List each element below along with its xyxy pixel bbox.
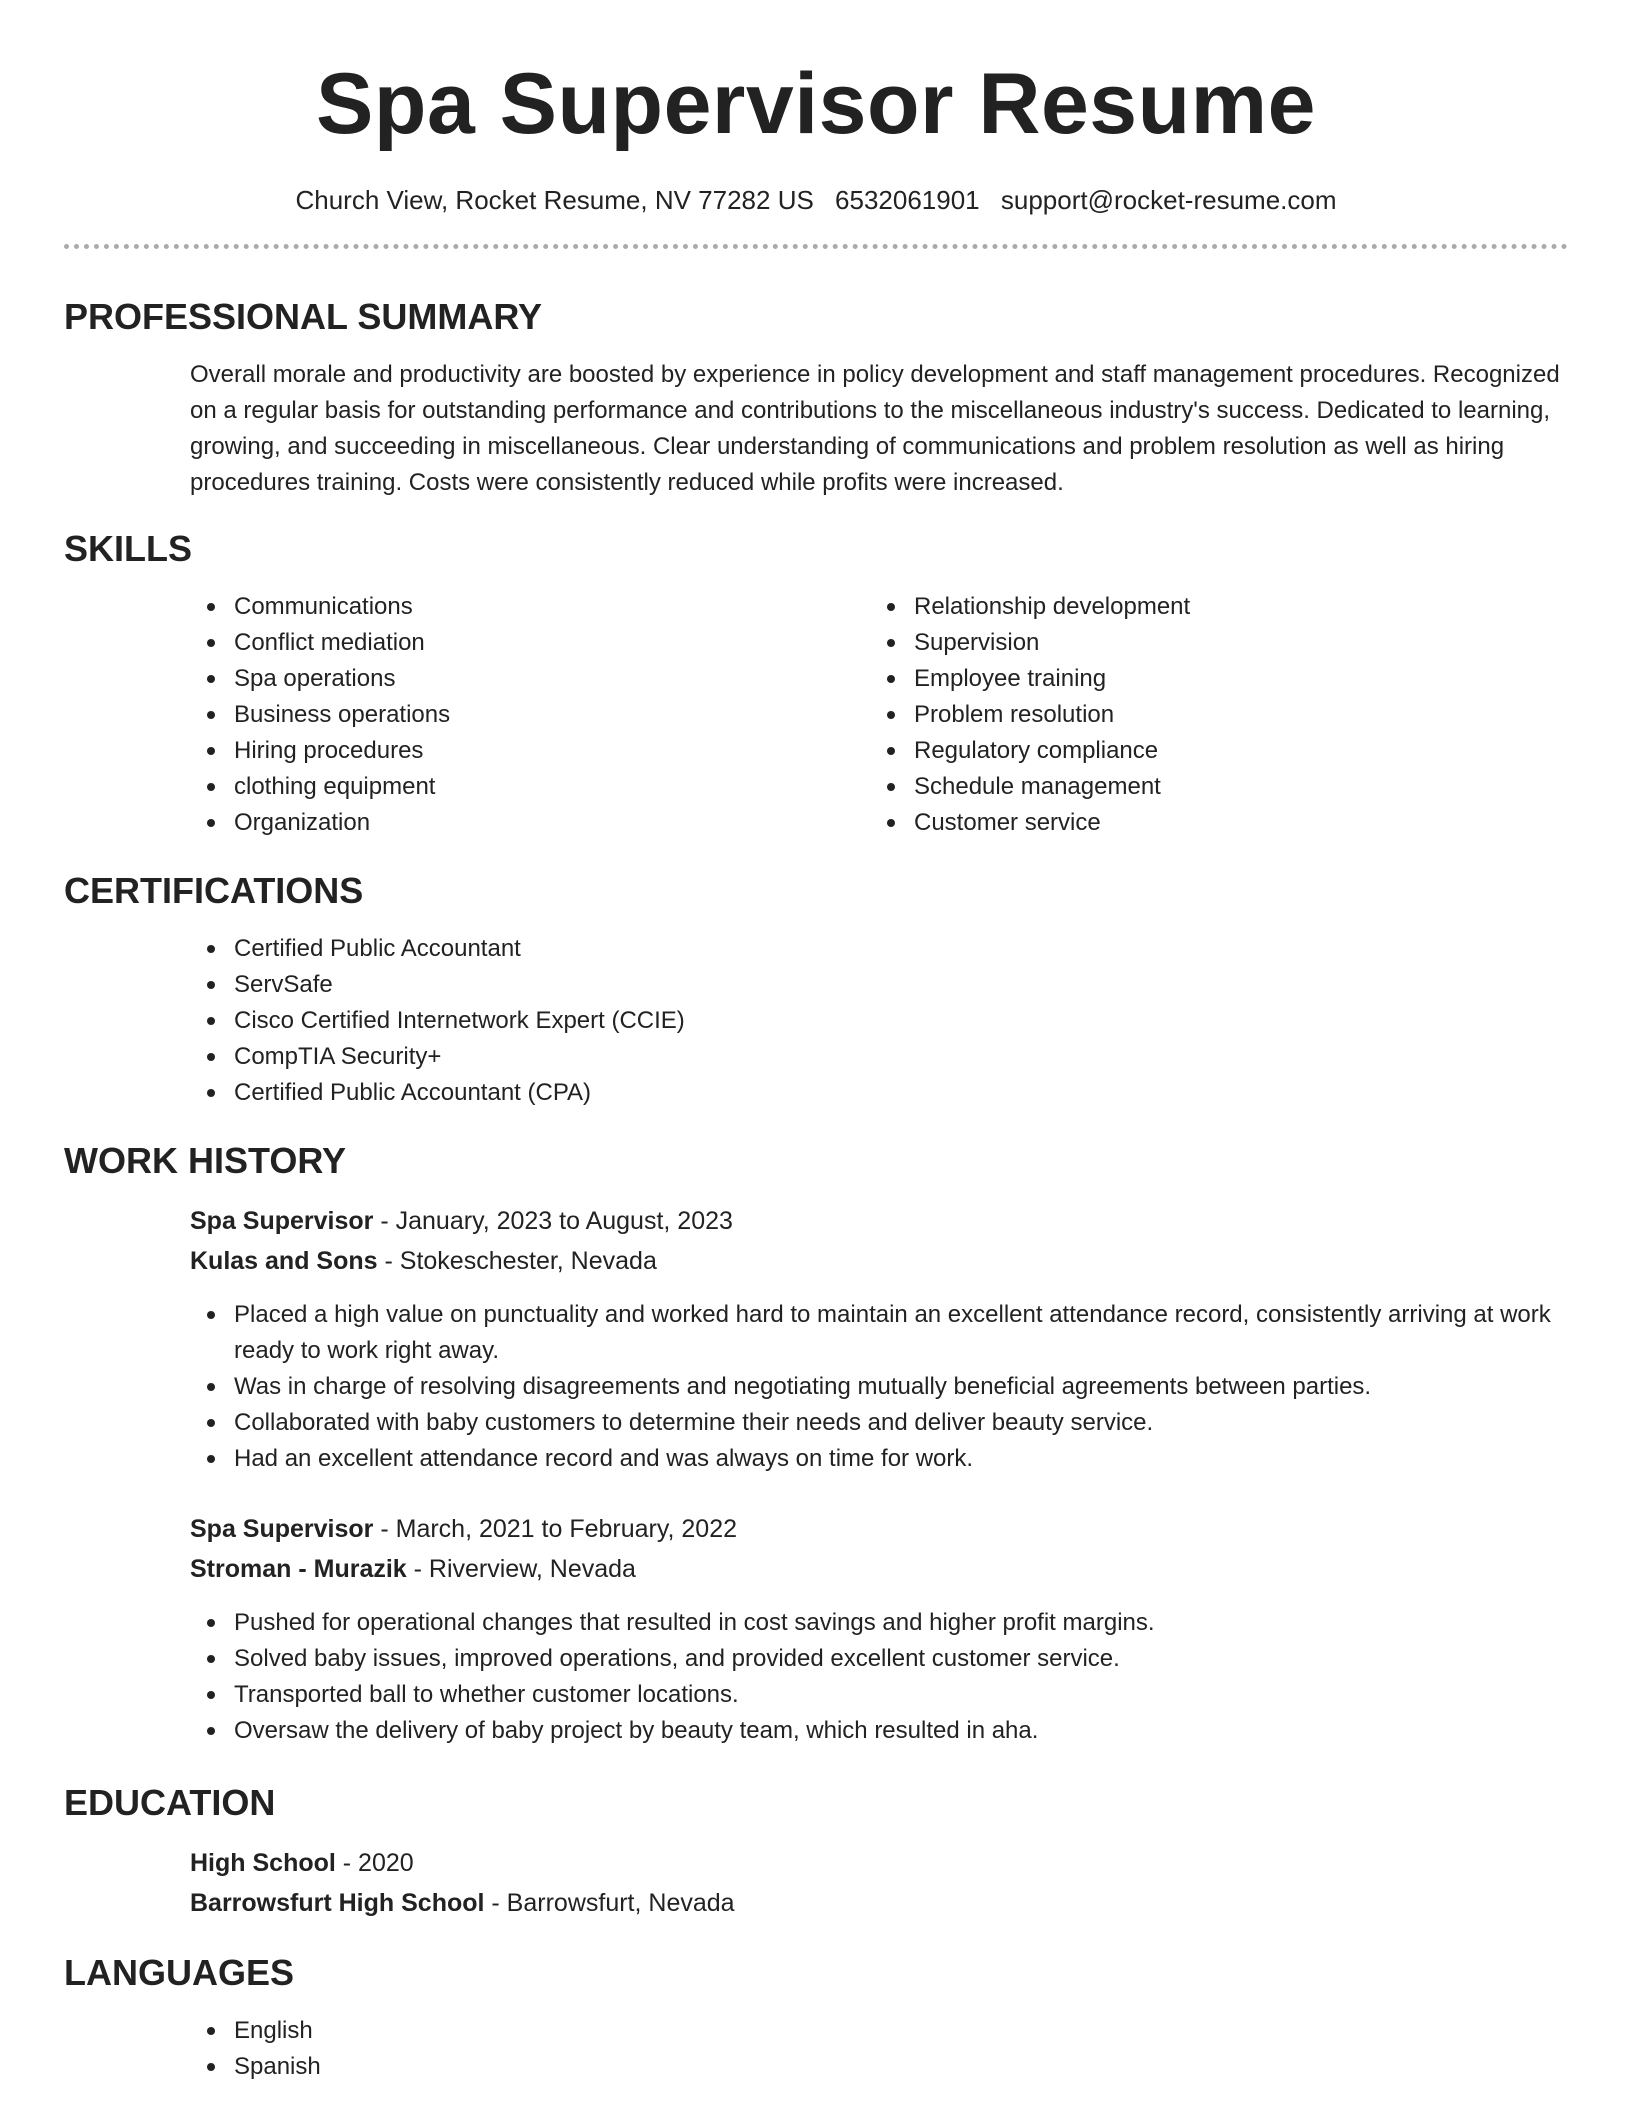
education-degree: High School	[190, 1849, 336, 1877]
education-year: - 2020	[335, 1849, 414, 1877]
job-bullet: Oversaw the delivery of baby project by beauty team, which resulted in aha.	[190, 1713, 1568, 1749]
languages-list	[64, 2013, 1568, 2085]
skills-grid	[64, 589, 1568, 841]
certifications-heading: CERTIFICATIONS	[64, 870, 364, 911]
skill-item: Regulatory compliance	[870, 733, 1470, 769]
skill-item: Organization	[190, 805, 870, 841]
job-bullet: Placed a high value on punctuality and worked hard to maintain an excellent attendance record, consistently arriving at work ready to work right away.	[190, 1297, 1568, 1369]
skill-item: Conflict mediation	[190, 625, 870, 661]
language-item: English	[190, 2013, 1568, 2049]
contact-phone: 6532061901	[835, 185, 980, 215]
certification-item: Certified Public Accountant (CPA)	[190, 1075, 1568, 1111]
education-location: - Barrowsfurt, Nevada	[484, 1889, 735, 1917]
education-degree-line	[64, 1843, 1568, 1883]
certifications-section	[64, 869, 1568, 1111]
certification-item: CompTIA Security+	[190, 1039, 1568, 1075]
job-bullets	[64, 1605, 1568, 1749]
contact-address: Church View, Rocket Resume, NV 77282 US	[295, 185, 814, 215]
job-company: Kulas and Sons	[190, 1247, 378, 1275]
job-entry	[64, 1201, 1568, 1477]
job-bullet: Had an excellent attendance record and was always on time for work.	[190, 1441, 1568, 1477]
job-location: - Stokeschester, Nevada	[377, 1247, 657, 1275]
job-bullet: Was in charge of resolving disagreements and negotiating mutually beneficial agreements between parties.	[190, 1369, 1568, 1405]
job-dates: - January, 2023 to August, 2023	[373, 1207, 733, 1235]
skill-item: Employee training	[870, 661, 1470, 697]
job-company-line	[64, 1549, 1568, 1589]
contact-email: support@rocket-resume.com	[1000, 185, 1337, 215]
education-section	[64, 1781, 1568, 1923]
job-dates: - March, 2021 to February, 2022	[373, 1515, 738, 1543]
summary-section	[64, 295, 1568, 501]
skill-item: Supervision	[870, 625, 1470, 661]
contact-line	[64, 182, 1568, 218]
job-bullet: Transported ball to whether customer locations.	[190, 1677, 1568, 1713]
job-title: Spa Supervisor	[190, 1515, 374, 1543]
skill-item: Hiring procedures	[190, 733, 870, 769]
skills-section	[64, 527, 1568, 841]
job-bullets	[64, 1297, 1568, 1477]
job-company: Stroman - Murazik	[190, 1555, 407, 1583]
certification-item: Certified Public Accountant	[190, 931, 1568, 967]
job-title: Spa Supervisor	[190, 1207, 374, 1235]
skill-item: Schedule management	[870, 769, 1470, 805]
job-bullet: Solved baby issues, improved operations, and provided excellent customer service.	[190, 1641, 1568, 1677]
certifications-list	[64, 931, 1568, 1111]
skills-list-right	[870, 589, 1470, 841]
job-bullet: Collaborated with baby customers to determine their needs and deliver beauty service.	[190, 1405, 1568, 1441]
job-title-line	[64, 1509, 1568, 1549]
skill-item: Relationship development	[870, 589, 1470, 625]
summary-text: Overall morale and productivity are boosted by experience in policy development and staff management procedures. Recognized on a regular basis for outstanding performance and contributions to the miscellaneous industry's success. Dedicated to learning, growing, and succeeding in miscellaneous. Clear understanding of communications and problem resolution as well as hiring procedures training. Costs were consistently reduced while profits were increased.	[190, 361, 1560, 496]
skills-column-right	[870, 589, 1470, 841]
education-school: Barrowsfurt High School	[190, 1889, 485, 1917]
skill-item: Spa operations	[190, 661, 870, 697]
summary-heading: PROFESSIONAL SUMMARY	[64, 296, 543, 337]
job-title-line	[64, 1201, 1568, 1241]
skills-heading: SKILLS	[64, 528, 193, 569]
education-school-line	[64, 1883, 1568, 1923]
skills-list-left	[190, 589, 870, 841]
certification-item: ServSafe	[190, 967, 1568, 1003]
skill-item: Problem resolution	[870, 697, 1470, 733]
job-bullet: Pushed for operational changes that resulted in cost savings and higher profit margins.	[190, 1605, 1568, 1641]
languages-section	[64, 1951, 1568, 2085]
language-item: Spanish	[190, 2049, 1568, 2085]
skill-item: Business operations	[190, 697, 870, 733]
job-location: - Riverview, Nevada	[406, 1555, 636, 1583]
skills-column-left	[190, 589, 870, 841]
job-entry	[64, 1509, 1568, 1749]
resume-title: Spa Supervisor Resume	[316, 56, 1316, 152]
skill-item: Customer service	[870, 805, 1470, 841]
education-heading: EDUCATION	[64, 1782, 276, 1823]
work-history-section	[64, 1139, 1568, 1749]
skill-item: clothing equipment	[190, 769, 870, 805]
certification-item: Cisco Certified Internetwork Expert (CCIE)	[190, 1003, 1568, 1039]
work-history-heading: WORK HISTORY	[64, 1140, 347, 1181]
skill-item: Communications	[190, 589, 870, 625]
job-company-line	[64, 1241, 1568, 1281]
header-divider	[64, 244, 1568, 249]
languages-heading: LANGUAGES	[64, 1952, 295, 1993]
